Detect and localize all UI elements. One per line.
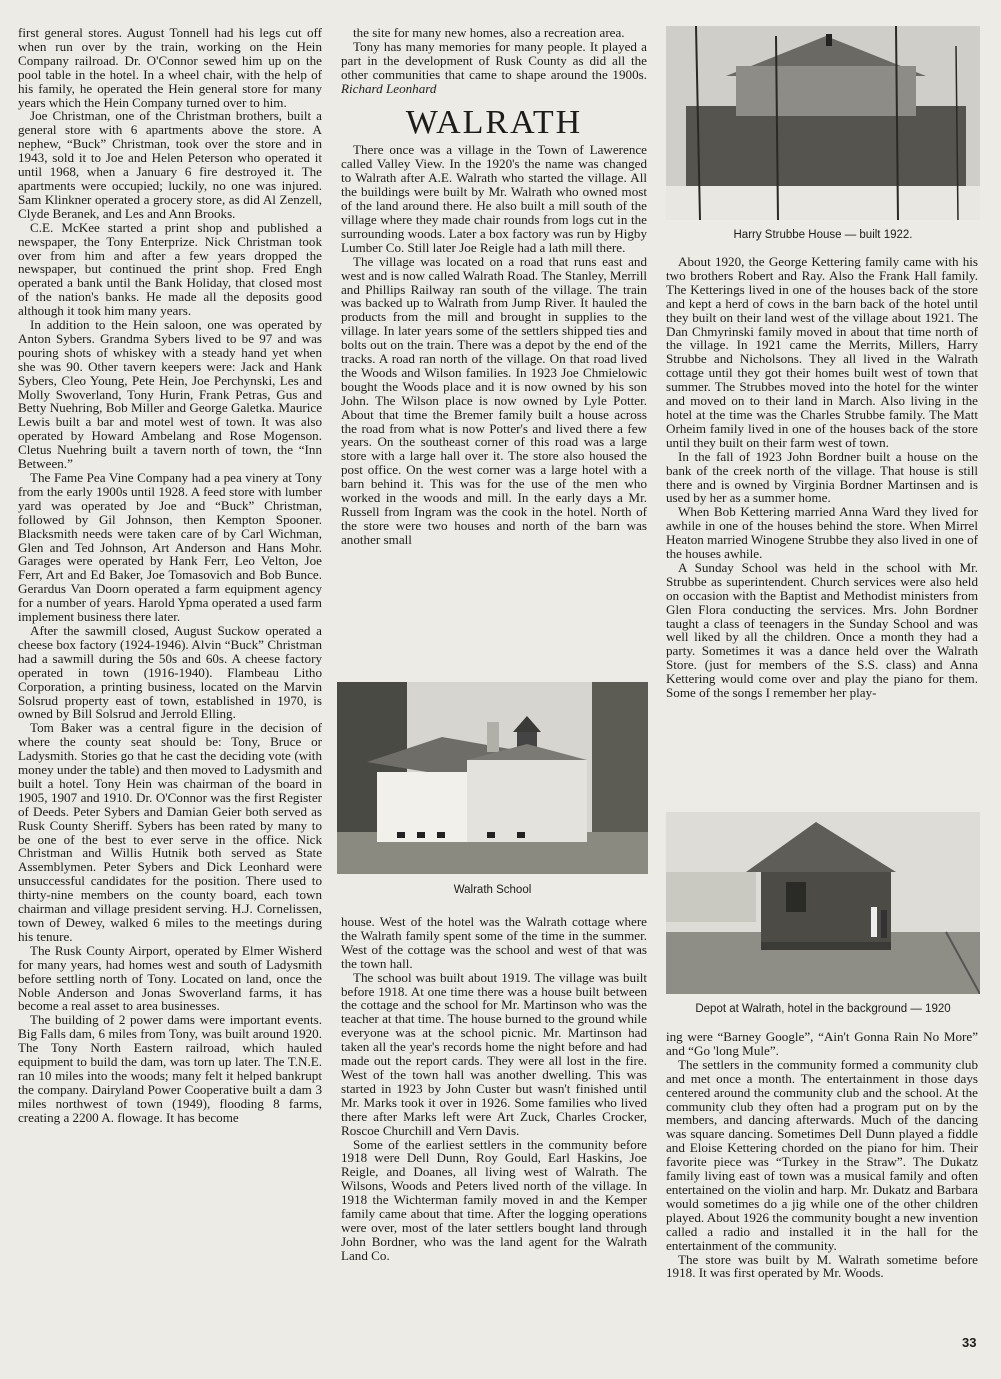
walrath-col2-paragraph: The village was located on a road that runs east and west and is now called Walrath Road. The Stanley, Merrill and Phillips Railway ran south of the village. The train was backed up to Walrath from Jump River. It hauled the products from the mill and brought in supplies to the village. In later years some of the settlers shipped ties and bolts out on the train. There was a depot by the end of the tracks. A road ran north of the village. On that road lived the Woods and Wilson families. In 1923 Joe Chmielowic bought the Woods place and it is now owned by his son John. The Wilson place is now owned by Lyle Potter. About that time the Bremer family built a house across the road from what is now Potter's and lived there a few years. On the southeast corner of this road was a large store with a large hall over it. The store also housed the post office. On the west corner was a large hotel with a barn behind it. This was for the use of the men who worked in the woods and mill. In the early days a Mr. Russell from Ingram was the cook in the hotel. North of the store were two houses and north of the barn was another small — [341, 253, 647, 547]
walrath-school-caption: Walrath School — [453, 884, 532, 896]
col1-paragraph: The building of 2 power dams were important events. Big Falls dam, 6 miles from Tony, was built around 1920. The Tony North Eastern railroad, which hauled equipment to build the dam, was torn up later. The T.N.E. ran 10 miles into the woods; many felt it helped bankrupt the company. Dairyland Power Cooperative built a dam 3 miles northwest of town (1949), flooding 8 farms, creating a 2200 A. flowage. It has become — [18, 1012, 322, 1125]
strubbe-house-photo — [666, 26, 980, 220]
column-2-top — [341, 26, 647, 547]
col2-para-1 — [341, 40, 647, 96]
col1-paragraph: Tom Baker was a central figure in the decision of where the county seat should be: Tony, Bruce or Ladysmith. Stories go that he cast the deciding vote (with money under the table) and then moved to Ladysmith and built a hotel. Tony Hein was chairman of the board in 1905, 1907 and 1910. Dr. O'Connor was the first Register of Deeds. Peter Sybers and Damian Geier both served as Rusk County Sheriff. Sybers has been rated by many to be one of the best to ever serve in the office. Nick Christman and Willis Hutnik both served as State Assemblymen. Peter Sybers and Dick Leonhard were unsuccessful candidates for the position. There used to thirty-nine members on the county board, each town chairman and village president serving. H.J. Cornelissen, town of Dewey, walked 6 miles to the meetings during his tenure. — [18, 720, 322, 944]
col3-bottom-paragraph: The store was built by M. Walrath sometime before 1918. It was first operated by Mr. Woods. — [666, 1251, 978, 1281]
col1-paragraph: C.E. McKee started a print shop and published a newspaper, the Tony Enterprize. Nick Christman took over from him and after a few years dropped the newspaper, but continued the print shop. Fred Engh operated a bank until the Bank Holiday, that closed most of the nation's banks. He made all the deposits good although it took him many years. — [18, 219, 322, 319]
depot-photo — [666, 812, 980, 994]
walrath-body — [341, 143, 647, 546]
walrath-school-photo — [337, 682, 648, 874]
byline: Richard Leonhard — [341, 80, 437, 96]
col3-bottom-paragraph: The settlers in the community formed a community club and met once a month. The entertainment in those days centered around the community club and the school. At the community club they often had a program put on by the members, and dancing afterwards. Much of the dancing was square dancing. Sometimes Dell Dunn played a fiddle and Eloise Kettering chorded on the piano for him. Their favorite piece was “Turkey in the Straw”. The Dukatz family living east of town was a musical family and often entertained on the violin and harp. Mr. Dukatz and Barbara would sometimes do a jig while one of the other children played. About 1926 the community bought a new invention called a radio and installed it in the hall for the entertainment of the community. — [666, 1056, 978, 1253]
col1-paragraph: first general stores. August Tonnell had his legs cut off when run over by the train, working on the Hein Company railroad. Dr. O'Connor sewed him up on the pool table in the hotel. In a wheel chair, with the help of his family, he operated the Hein general store for many years which the Hein Company turned over to him. — [18, 25, 322, 110]
strubbe-house-caption: Harry Strubbe House — built 1922. — [733, 229, 913, 241]
col2-bottom-paragraph: The school was built about 1919. The village was built before 1918. At one time there was a house built between the cottage and the school for Mr. Martinson who was the teacher at that time. The house burned to the ground while everyone was at the school picnic. Mr. Martinson had taken all the year's records home the night before and had made out the report cards. They were all lost in the fire. West of the town hall was another dwelling. This was started in 1923 by John Custer but wasn't finished until Mr. Marks took it over in 1926. Some families who lived there after Marks left were Art Zuck, Charles Crocker, Roscoe Churchill and Vern Davis. — [341, 969, 647, 1138]
depot-caption: Depot at Walrath, hotel in the background — 1920 — [695, 1003, 951, 1015]
col2-para-0: the site for many new homes, also a recreation area. — [353, 25, 625, 40]
col2-bottom-paragraph: house. West of the hotel was the Walrath cottage where the Walrath family spent some of the time in the summer. West of the cottage was the school and west of that was the town hall. — [341, 914, 647, 971]
column-3-bottom — [666, 1030, 978, 1280]
column-3-middle — [666, 255, 978, 700]
col1-paragraph: The Rusk County Airport, operated by Elmer Wisherd for many years, had homes west and south of Ladysmith before settling north of Tony. Located on land, once the Noble Anderson and Jonas Swoverland farms, it has become a real asset to area businesses. — [18, 942, 322, 1014]
col1-paragraph: After the sawmill closed, August Suckow operated a cheese box factory (1924-1946). Alvin “Buck” Christman had a sawmill during the 50s and 60s. A cheese factory operated in town (1916-1940). Flambeau Litho Corporation, a printing business, located on the Marvin Solsrud property east of town, established in 1970, is owned by Bill Solsrud and Jerrold Elling. — [18, 622, 322, 722]
col2-bottom-paragraph: Some of the earliest settlers in the community before 1918 were Dell Dunn, Roy Gould, Earl Haskins, Joe Reigle, and Doanes, all living west of Walrath. The Wilsons, Woods and Peters lived north of the village. In 1918 the Wichterman family moved in and the Kemper family came about that time. After the logging operations were over, most of the later settlers bought land through John Bordner, who was the land agent for the Walrath Land Co. — [341, 1136, 647, 1263]
col2-para-1-text: Tony has many memories for many people. It played a part in the development of Rusk County as did all the other communities that came to shape around the 1900s. — [341, 38, 647, 82]
walrath-col2-paragraph: There once was a village in the Town of Lawerence called Valley View. In the 1920's the name was changed to Walrath after A.E. Walrath who started the village. All the buildings were built by Mr. Walrath who owned most of the land around there. He also built a mill south of the village where they made chair rounds from logs cut in the surrounding woods. Later a box factory was run by Higby Lumber Co. Still later Joe Reigle had a lath mill there. — [341, 142, 647, 255]
col1-paragraph: The Fame Pea Vine Company had a pea vinery at Tony from the early 1900s until 1928. A feed store with lumber yard was operated by Joe and “Buck” Christman, followed by Gil Johnson, then Kempton Spooner. Blacksmith needs were taken care of by Carl Wichman, Glen and Ted Johnson, Art Anderson and Hans Mohr. Garages were operated by Hank Ferr, Leo Velton, Joe Ferr, Art and Ed Baker, Joe Tomasovich and Bob Bunce. Gerardus Van Doorn operated a farm equipment agency for a number of years. Harold Ypma operated a used farm implement business there later. — [18, 470, 322, 625]
walrath-heading: WALRATH — [405, 103, 583, 141]
col3-mid-paragraph: When Bob Kettering married Anna Ward they lived for awhile in one of the houses behind the store. When Mirrel Heaton married Winogene Strubbe they also lived in one of the houses awhile. — [666, 504, 978, 562]
column-2-bottom — [341, 915, 647, 1263]
col1-paragraph: In addition to the Hein saloon, one was operated by Anton Sybers. Grandma Sybers lived to be 97 and was pouring shots of whiskey with a steady hand yet when she was 90. Other tavern keepers were: Jack and Hank Sybers, Cleo Young, Pete Hein, Joe Perchynski, Les and Molly Swoverland, Tony Hurin, Frank Petras, Gus and Betty Nuehring, Bob Miller and George Galetka. Maurice Lewis built a bar and motel west of town. It was also operated by Howard Ambelang and Rose Mogenson. Cletus Nuehring built a tavern north of town, the “Inn Between.” — [18, 317, 322, 472]
col1-paragraph: Joe Christman, one of the Christman brothers, built a general store with 6 apartments above the store. A nephew, “Buck” Christman, took over the store and in 1943, sold it to Joe and Helen Peterson who operated it until 1968, when a January 6 fire destroyed it. The apartments were occupied; luckily, no one was injured. Sam Klinkner operated a grocery store, as did Al Zenzell, Clyde Beranek, and Les and Ann Brooks. — [18, 108, 322, 221]
col3-bottom-paragraph: ing were “Barney Google”, “Ain't Gonna Rain No More” and “Go 'long Mule”. — [666, 1029, 978, 1058]
column-1 — [18, 26, 322, 1125]
page-number: 33 — [962, 1335, 977, 1350]
col3-mid-paragraph: In the fall of 1923 John Bordner built a house on the bank of the creek north of the village. That house is still there and is owned by Virginia Bordner Martinsen and is used by her as a summer home. — [666, 448, 978, 506]
col3-mid-paragraph: A Sunday School was held in the school with Mr. Strubbe as superintendent. Church services were also held on occasion with the Baptist and Methodist ministers from Glen Flora conducting the services. Mrs. John Bordner taught a class of teenagers in the Sunday School and was well liked by all the children. Once a month they had a party. Sometimes it was a dance held over the Walrath Store. (just for members of the S.S. class) and Anna Kettering would come over and play the piano for them. Some of the songs I remember her play- — [666, 559, 978, 701]
col3-mid-paragraph: About 1920, the George Kettering family came with his two brothers Robert and Ray. Also the Frank Hall family. The Ketterings lived in one of the houses back of the store and kept a herd of cows in the barn back of the hotel until they built on their land west of the village about 1921. The Dan Chmyrinski family moved in about that time north of the village. In 1921 came the Merrits, Millers, Harry Strubbe and Nicholsons. They all lived in the Walrath cottage until they got their homes built west of town that summer. The Strubbes moved into the hotel for the winter and moved on to their land in March. Also living in the hotel at the time was the Charles Strubbe family. The Matt Orheim family lived in one of the houses back of the store until they built on their farm west of town. — [666, 254, 978, 450]
